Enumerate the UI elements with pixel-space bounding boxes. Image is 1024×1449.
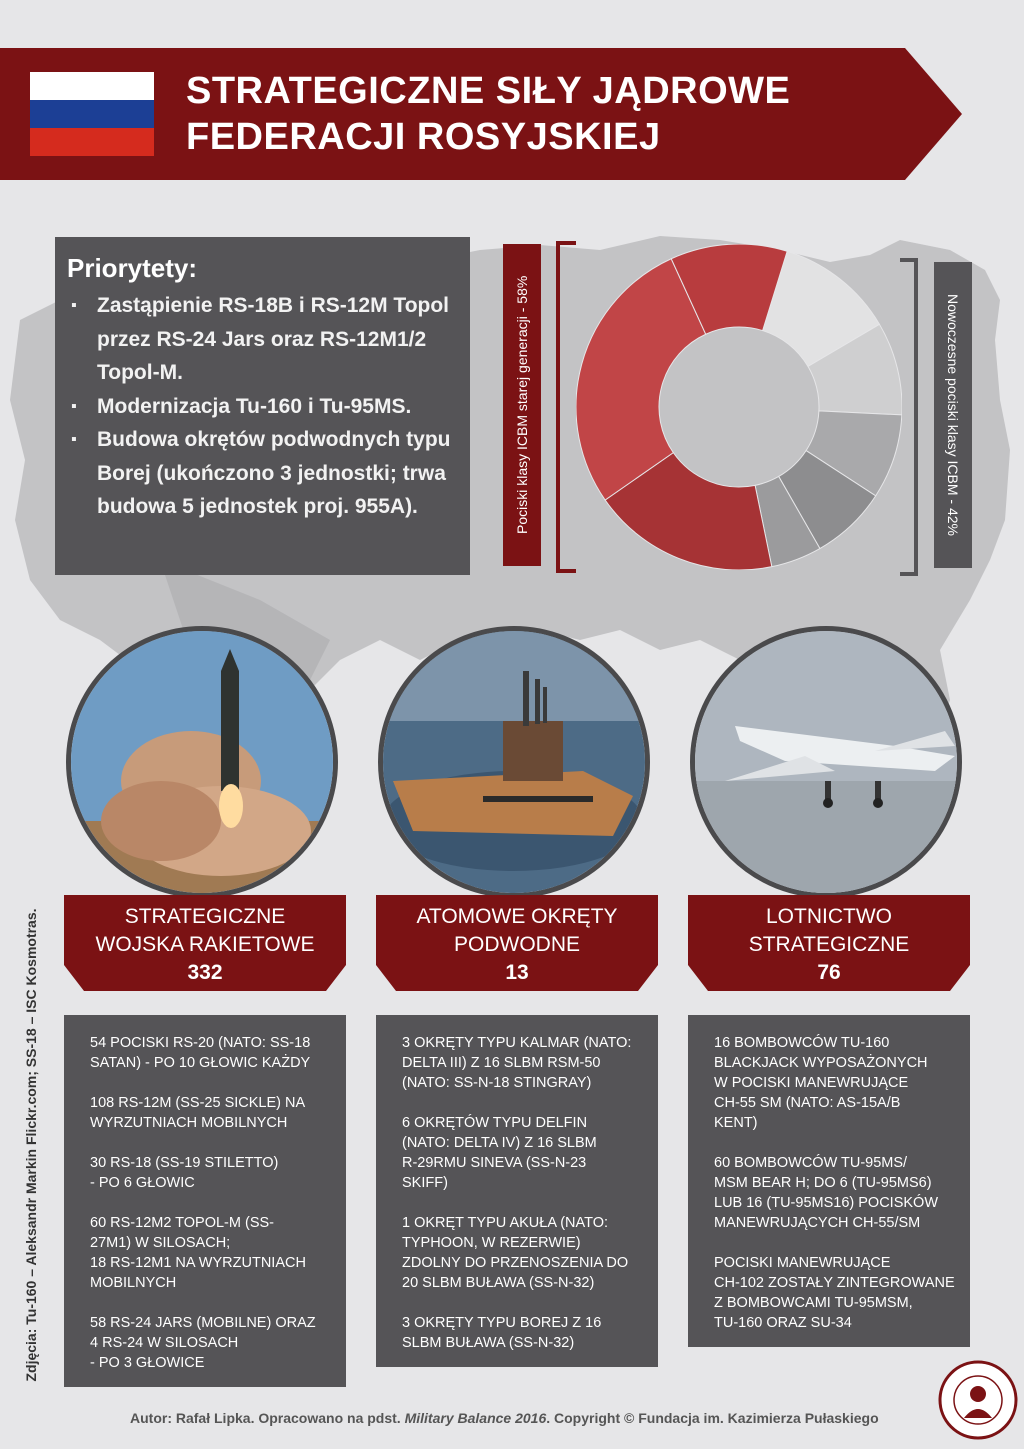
category-title-line1: LOTNICTWO [766, 905, 892, 928]
detail-item: 3 OKRĘTY TYPU BOREJ Z 16 SLBM BUŁAWA (SS-N-32) [402, 1315, 602, 1351]
priority-item: ▪ Modernizacja Tu-160 i Tu-95MS. [69, 390, 459, 424]
detail-item: 60 BOMBOWCÓW TU-95MS/ MSM BEAR H; DO 6 (TU-95MS6) LUB 16 (TU-95MS16) POCISKÓW MANEWRUJĄCYCH CH-55/SM [714, 1155, 938, 1231]
russian-flag-icon [30, 72, 154, 156]
detail-item: 3 OKRĘTY TYPU KALMAR (NATO: DELTA III) Z 16 SLBM RSM-50 (NATO: SS-N-18 STINGRAY) [402, 1035, 632, 1091]
category-title-line1: STRATEGICZNE [124, 905, 286, 928]
details-panel-rockets [64, 1015, 346, 1387]
category-title-line2: WOJSKA RAKIETOWE [95, 933, 315, 956]
detail-item: POCISKI MANEWRUJĄCE CH-102 ZOSTAŁY ZINTEGROWANE Z BOMBOWCAMI TU-95MSM, TU-160 ORAZ SU-34 [714, 1255, 955, 1331]
detail-item: 58 RS-24 JARS (MOBILNE) ORAZ 4 RS-24 W SILOSACH - PO 3 GŁOWICE [90, 1315, 316, 1371]
category-header-rockets [64, 895, 346, 991]
detail-item: 60 RS-12M2 TOPOL-M (SS- 27M1) W SILOSACH; 18 RS-12M1 NA WYRZUTNIACH MOBILNYCH [90, 1215, 306, 1291]
category-count: 332 [187, 961, 223, 984]
icbm-donut-chart [576, 244, 902, 570]
chart-label-old-icbm: Pociski klasy ICBM starej generacji - 58% [503, 244, 541, 566]
priority-item: ▪ Budowa okrętów podwodnych typu Borej (ukończono 3 jednostki; trwa budowa 5 jednostek proj. 955A). [69, 423, 459, 524]
detail-item: 108 RS-12M (SS-25 SICKLE) NA WYRZUTNIACH MOBILNYCH [90, 1095, 306, 1131]
bracket-right [900, 258, 918, 576]
priorities-heading: Priorytety: [67, 253, 198, 283]
detail-item: 30 RS-18 (SS-19 STILETTO) - PO 6 GŁOWIC [90, 1155, 279, 1191]
footer-suffix: . Copyright © Fundacja im. Kazimierza Pułaskiego [546, 1410, 879, 1426]
category-title-line2: STRATEGICZNE [748, 933, 910, 956]
category-header-aviation [688, 895, 970, 991]
category-count: 76 [817, 961, 841, 984]
submarine-photo [378, 626, 650, 898]
foundation-seal-icon [938, 1360, 1018, 1440]
priority-item: ▪ Zastąpienie RS-18B i RS-12M Topol przez RS-24 Jars oraz RS-12M1/2 Topol-M. [69, 289, 459, 390]
priorities-list [69, 289, 459, 524]
missile-launch-photo [66, 626, 338, 898]
bomber-photo [690, 626, 962, 898]
footer-prefix: Autor: Rafał Lipka. Opracowano na pdst. [130, 1410, 405, 1426]
footer-credits [130, 1410, 879, 1426]
details-panel-aviation [688, 1015, 970, 1347]
detail-item: 16 BOMBOWCÓW TU-160 BLACKJACK WYPOSAŻONYCH W POCISKI MANEWRUJĄCE CH-55 SM (NATO: AS-15A/B KENT) [714, 1035, 928, 1131]
footer-source: Military Balance 2016 [404, 1410, 547, 1426]
photo-credit-text: Zdjęcia: Tu-160 – Aleksandr Markin Flickr.com; SS-18 – ISC Kosmotras. [23, 908, 39, 1382]
chart-label-modern-icbm: Nowoczesne pociski klasy ICBM - 42% [934, 262, 972, 568]
category-title-line1: ATOMOWE OKRĘTY [416, 905, 618, 928]
details-panel-submarines [376, 1015, 658, 1367]
priorities-box [55, 237, 470, 575]
page-title [186, 68, 790, 160]
category-header-submarines [376, 895, 658, 991]
bracket-left [556, 241, 576, 573]
detail-item: 1 OKRĘT TYPU AKUŁA (NATO: TYPHOON, W REZERWIE) ZDOLNY DO PRZENOSZENIA DO 20 SLBM BUŁAWA (SS-N-32) [402, 1215, 629, 1291]
old-icbm-segment [576, 259, 706, 500]
title-line-1: STRATEGICZNE SIŁY JĄDROWE [186, 70, 791, 112]
detail-item: 54 POCISKI RS-20 (NATO: SS-18 SATAN) - PO 10 GŁOWIC KAŻDY [90, 1035, 311, 1071]
photo-credit [15, 880, 55, 1410]
detail-item: 6 OKRĘTÓW TYPU DELFIN (NATO: DELTA IV) Z 16 SLBM R-29RMU SINEVA (SS-N-23 SKIFF) [402, 1115, 597, 1191]
category-count: 13 [505, 961, 529, 984]
category-title-line2: PODWODNE [454, 933, 580, 956]
title-line-2: FEDERACJI ROSYJSKIEJ [186, 116, 661, 158]
